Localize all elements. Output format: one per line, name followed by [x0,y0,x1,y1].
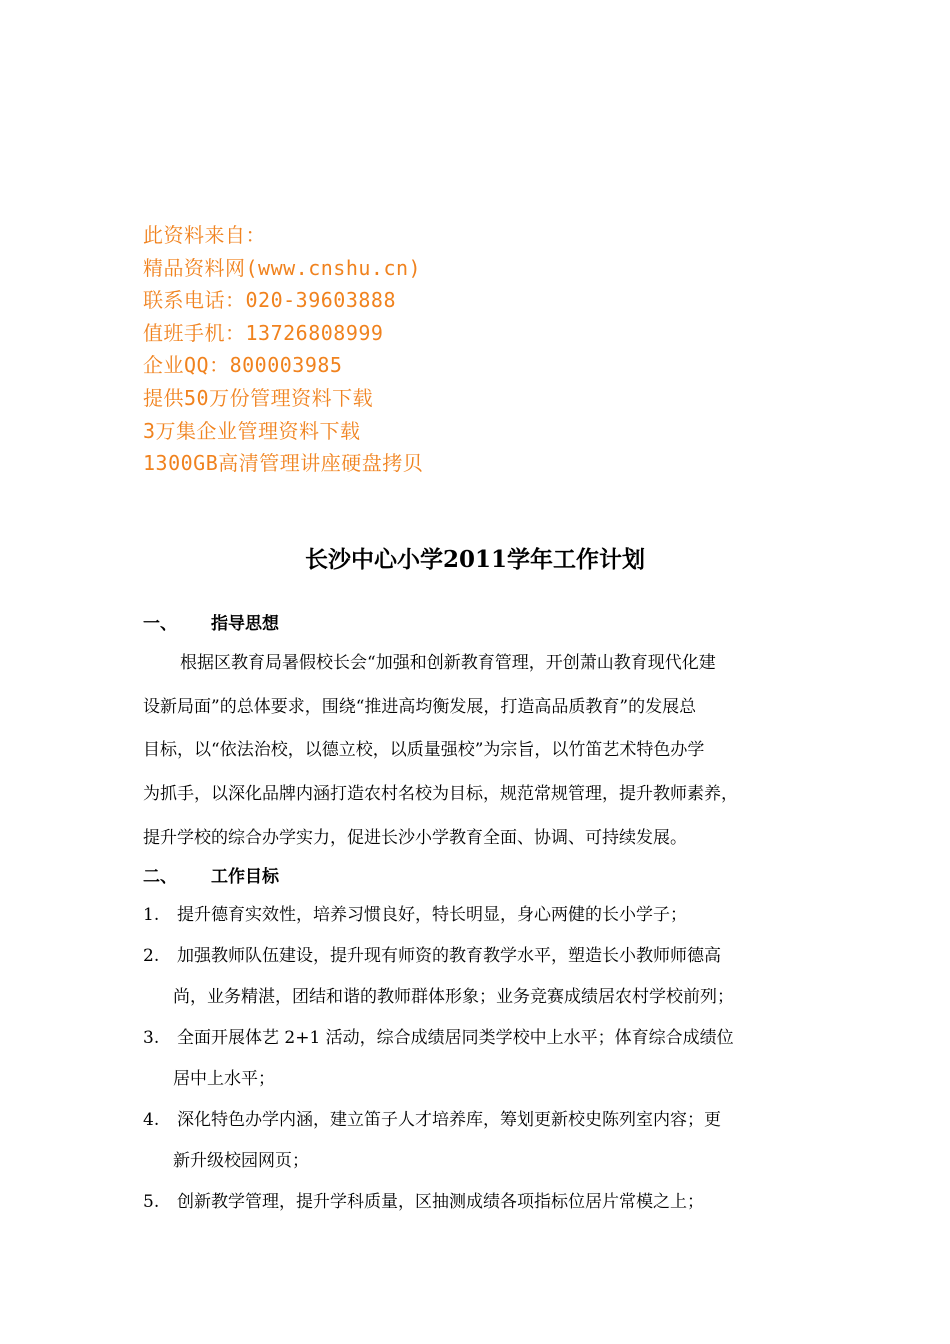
document-title: 长沙中心小学2011学年工作计划 [304,546,645,573]
goal-number: 1. [143,905,160,925]
goal-item [143,1182,823,1223]
source-line: 此资料来自： [143,223,266,247]
goal-text: 提升德育实效性，培养习惯良好，特长明显，身心两健的长小学子； [177,905,687,925]
goal-text: 加强教师队伍建设，提升现有师资的教育教学水平，塑造长小教师师德高 [177,946,721,966]
section-heading-text: 工作目标 [211,867,279,887]
source-line: 精品资料网(www.cnshu.cn) [143,255,422,280]
paragraph-line: 提升学校的综合办学实力，促进长沙小学教育全面、协调、可持续发展。 [143,827,687,848]
goal-item [143,1100,823,1141]
section-number: 一、 [143,614,177,634]
section-heading [143,864,279,890]
paragraph-line: 为抓手，以深化品牌内涵打造农村名校为目标，规范常规管理，提升教师素养， [143,784,738,805]
section-number: 二、 [143,867,177,887]
goal-text-continued: 尚，业务精湛，团结和谐的教师群体形象；业务竞赛成绩居农村学校前列； [173,987,734,1007]
source-line: 联系电话：020-39603888 [143,288,396,313]
paragraph-line: 设新局面”的总体要求，围绕“推进高均衡发展，打造高品质教育”的发展总 [143,696,697,717]
source-line: 3万集企业管理资料下载 [143,418,361,443]
section-paragraph [143,642,823,860]
goal-list [143,895,823,1223]
source-line: 1300GB高清管理讲座硬盘拷贝 [143,451,424,476]
goal-text: 全面开展体艺 2+1 活动，综合成绩居同类学校中上水平；体育综合成绩位 [177,1028,734,1048]
goal-text-continued: 新升级校园网页； [173,1151,309,1171]
section-heading [143,611,279,637]
goal-number: 5. [143,1192,160,1212]
goal-text: 创新教学管理，提升学科质量，区抽测成绩各项指标位居片常模之上； [177,1192,704,1212]
goal-text: 深化特色办学内涵，建立笛子人才培养库，筹划更新校史陈列室内容；更 [177,1110,721,1130]
source-line: 企业QQ：800003985 [143,353,343,378]
paragraph-line: 目标，以“依法治校，以德立校，以质量强校”为宗旨，以竹笛艺术特色办学 [143,740,705,761]
paragraph-line: 根据区教育局暑假校长会“加强和创新教育管理，开创萧山教育现代化建 [180,653,716,673]
source-line: 值班手机：13726808999 [143,320,384,345]
source-line: 提供50万份管理资料下载 [143,385,374,410]
goal-item [143,1018,823,1059]
goal-number: 3. [143,1028,160,1048]
goal-item [143,936,823,977]
goal-number: 4. [143,1110,160,1130]
goal-item [143,895,823,936]
goal-text-continued: 居中上水平； [173,1069,275,1089]
section-heading-text: 指导思想 [211,614,279,634]
goal-number: 2. [143,946,160,966]
source-info-block [143,219,663,480]
